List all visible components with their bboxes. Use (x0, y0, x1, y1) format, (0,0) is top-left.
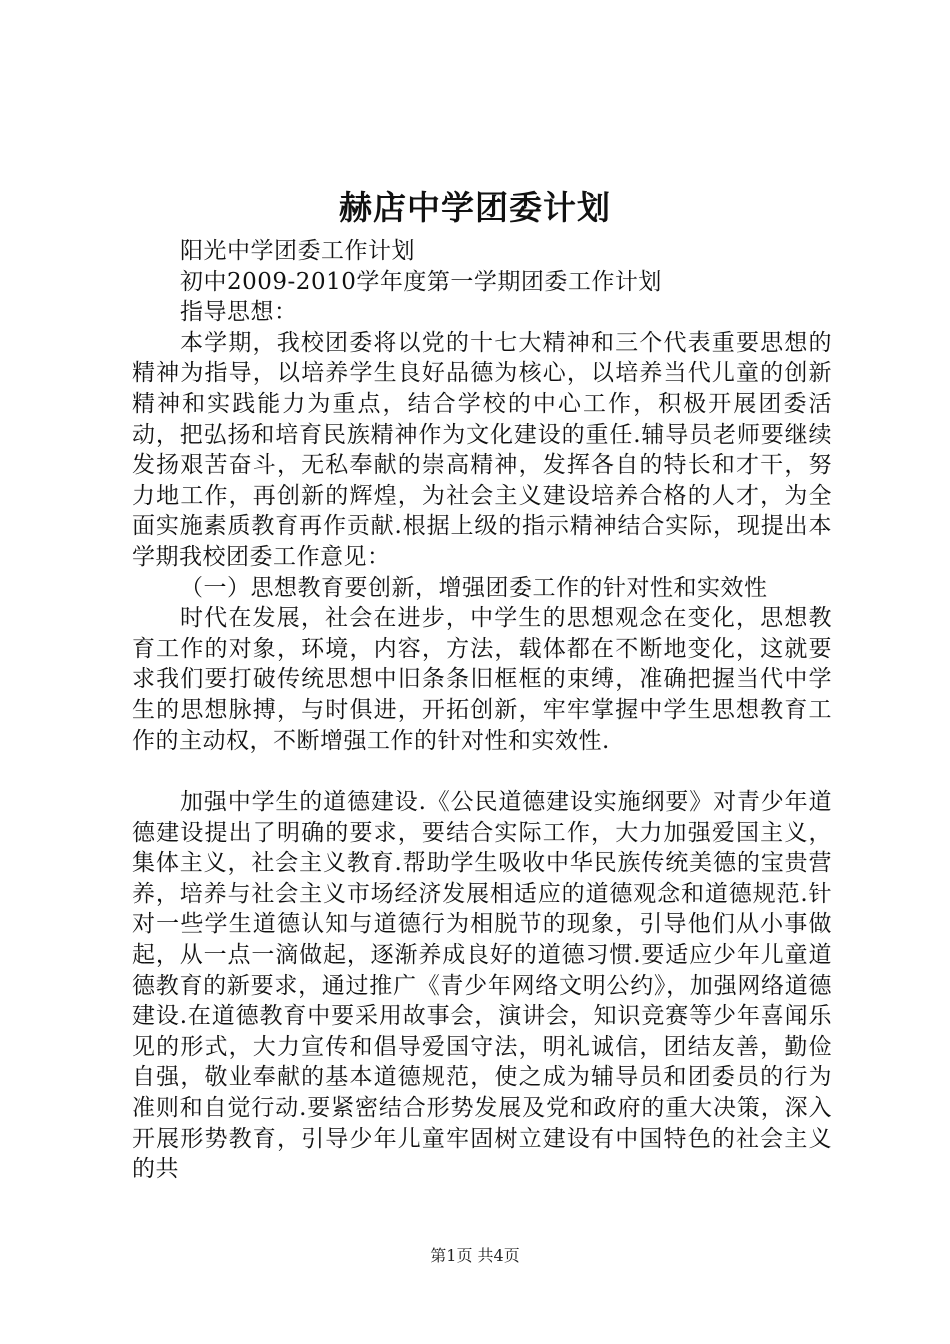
heading-line-guiding-thought: 指导思想： (180, 299, 298, 326)
paragraph-thought-education: 时代在发展，社会在进步，中学生的思想观念在变化，思想教育工作的对象，环境，内容，方法，载体都在不断地变化，这就要求我们要打破传统思想中旧条条旧框框的束缚，准确把握当代中学生的思想脉搏，与时俱进，开拓创新，牢牢掌握中学生思想教育工作的主动权，不断增强工作的针对性和实效性. (132, 605, 832, 754)
page-footer: 第1页 共4页 (430, 1246, 520, 1265)
heading-line-school-plan: 阳光中学团委工作计划 (180, 238, 415, 264)
paragraph-gap (132, 756, 832, 787)
paragraph-intro: 本学期，我校团委将以党的十七大精神和三个代表重要思想的精神为指导，以培养学生良好品德为核心，以培养当代儿童的创新精神和实践能力为重点，结合学校的中心工作，积极开展团委活动，把弘扬和培育民族精神作为文化建设的重任.辅导员老师要继续发扬艰苦奋斗，无私奉献的崇高精神，发挥各自的特长和才干，努力地工作，再创新的辉煌，为社会主义建设培养合格的人才，为全面实施素质教育再作贡献.根据上级的指示精神结合实际，现提出本学期我校团委工作意见： (132, 329, 832, 570)
document-body (132, 236, 832, 1185)
section-heading-1: （一）思想教育要创新，增强团委工作的针对性和实效性 (180, 574, 768, 601)
document-title: 赫店中学团委计划 (339, 188, 611, 227)
paragraph-moral-construction: 加强中学生的道德建设.《公民道德建设实施纲要》对青少年道德建设提出了明确的要求，要结合实际工作，大力加强爱国主义，集体主义，社会主义教育.帮助学生吸收中华民族传统美德的宝贵营养，培养与社会主义市场经济发展相适应的道德观念和道德规范.针对一些学生道德认知与道德行为相脱节的现象，引导他们从小事做起，从一点一滴做起，逐渐养成良好的道德习惯.要适应少年儿童道德教育的新要求，通过推广《青少年网络文明公约》，加强网络道德建设.在道德教育中要采用故事会，演讲会，知识竞赛等少年喜闻乐见的形式，大力宣传和倡导爱国守法，明礼诚信，团结友善，勤俭自强，敬业奉献的基本道德规范，使之成为辅导员和团委员的行为准则和自觉行动.要紧密结合形势发展及党和政府的重大决策，深入开展形势教育，引导少年儿童牢固树立建设有中国特色的社会主义的共 (132, 789, 832, 1183)
heading-line-semester-plan: 初中2009-2010学年度第一学期团委工作计划 (180, 268, 662, 295)
